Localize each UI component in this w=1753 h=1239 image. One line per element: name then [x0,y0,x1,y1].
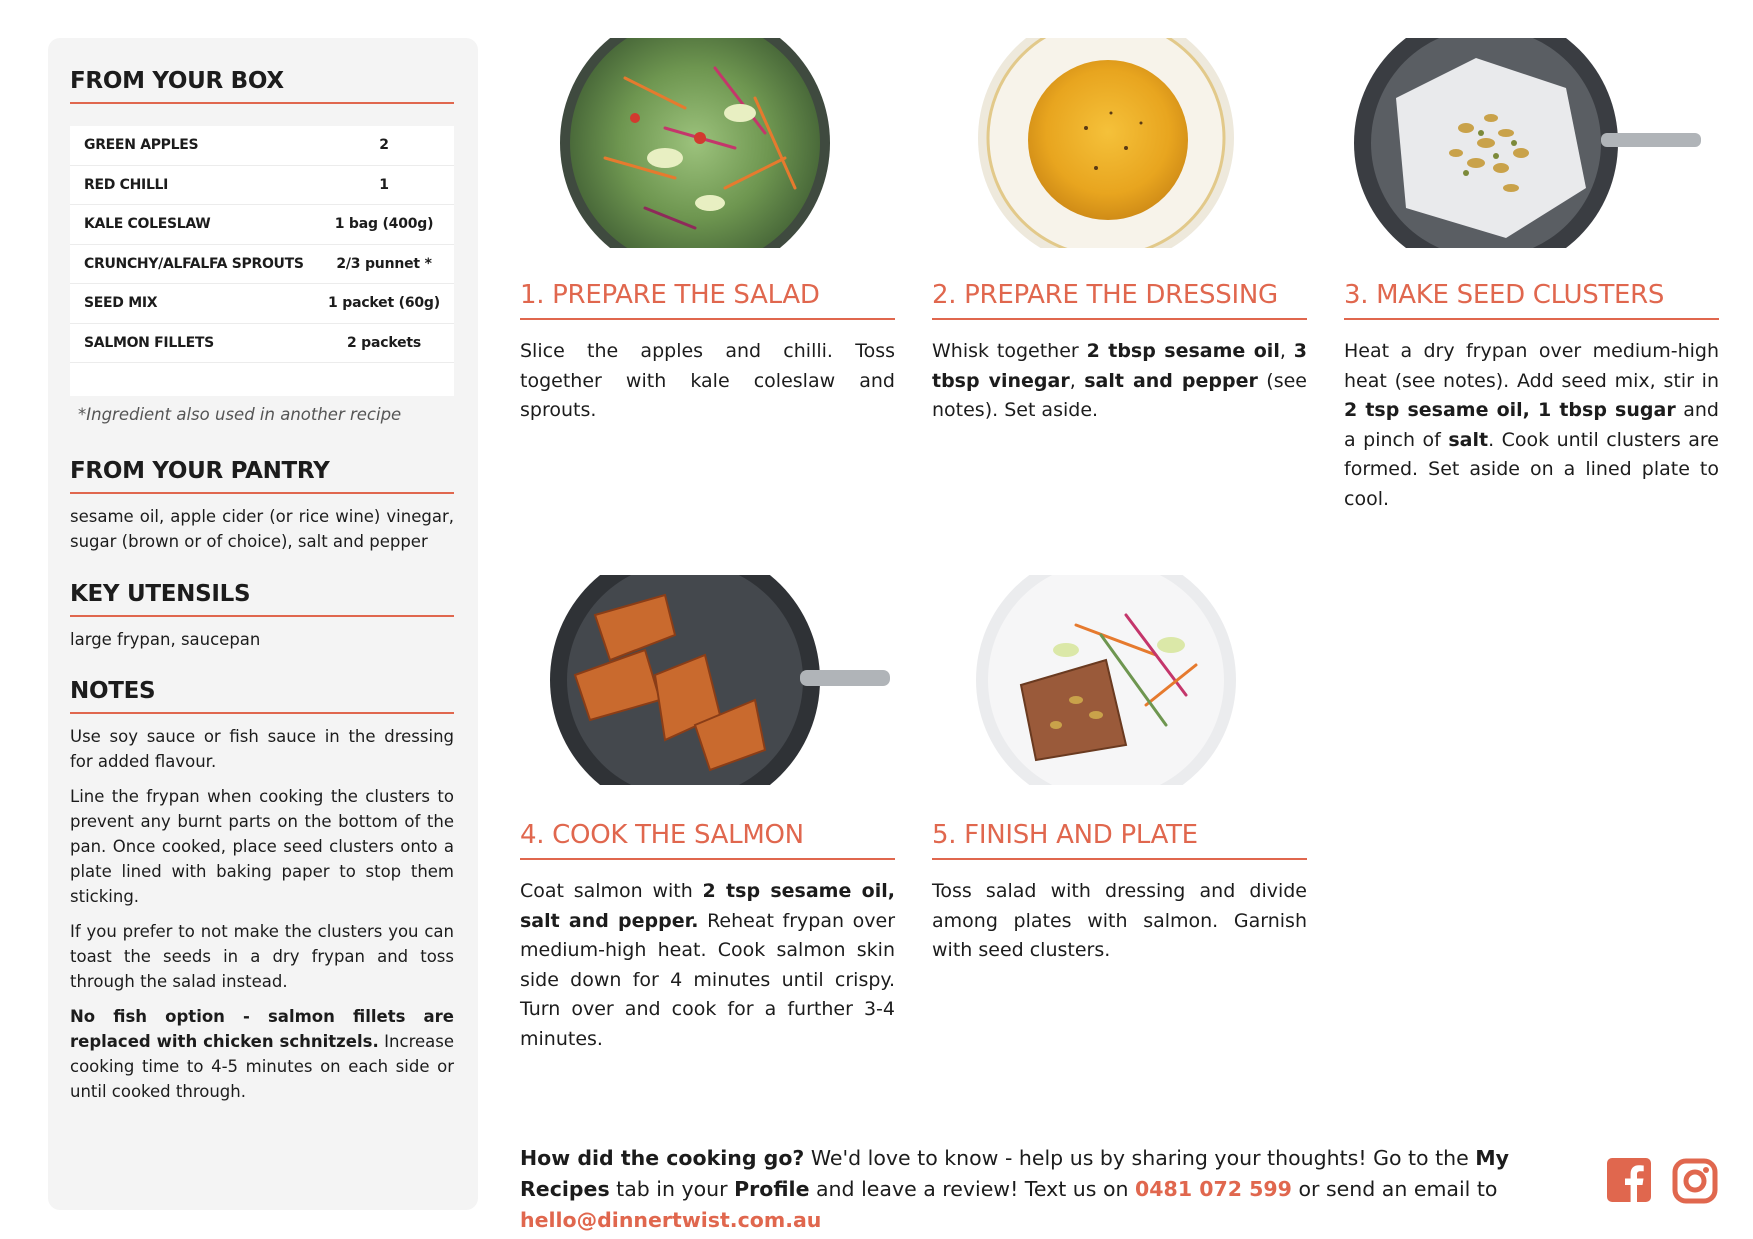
ingredients-table [70,126,454,396]
ingredient-name: CRUNCHY/ALFALFA SPROUTS [84,255,304,272]
pantry-text: sesame oil, apple cider (or rice wine) vinegar, sugar (brown or of choice), salt and pepper [70,507,454,551]
ingredient-qty: 2 [379,137,389,154]
ingredient-name: RED CHILLI [84,176,169,193]
facebook-icon[interactable] [1607,1158,1651,1202]
ingredient-qty: 2 packets [346,334,422,351]
feedback-part: or send an email to [1291,1177,1498,1201]
step-3-title: 3. MAKE SEED CLUSTERS [1344,280,1719,320]
ingredient-row [70,284,454,324]
step-5-title: 5. FINISH AND PLATE [932,820,1307,860]
step-1-text [520,337,895,426]
note-paragraph: Use soy sauce or fish sauce in the dressing for added flavour. [70,727,454,771]
step-2-title: 2. PREPARE THE DRESSING [932,280,1307,320]
step-text-part: Slice the apples and chilli. Toss together with kale coleslaw and sprouts. [520,340,895,421]
step-5-image [926,575,1301,785]
ingredient-row [70,245,454,285]
step-text-part: (see notes). Set aside. [932,369,1307,421]
ingredient-qty: 1 [379,176,389,193]
note-rest: Increase cooking time to 4-5 minutes on each side or until cooked through. [70,1032,454,1101]
step-1-image [515,38,890,248]
step-text-part: , [1069,369,1085,392]
ingredient-row [70,166,454,206]
key-utensils-title: KEY UTENSILS [70,581,454,617]
sidebar [48,38,478,1210]
ingredient-row [70,324,454,364]
step-2-image [926,38,1301,248]
note-paragraph: If you prefer to not make the clusters you can toast the seeds in a dry frypan and toss through the salad instead. [70,922,454,991]
feedback-part: We'd love to know - help us by sharing your thoughts! Go to the [804,1146,1476,1170]
step-text-part: Toss salad with dressing and divide among plates with salmon. Garnish with seed clusters. [932,880,1307,961]
feedback-text [520,1143,1600,1236]
ingredient-qty: 1 packet (60g) [328,295,440,312]
feedback-part: tab in your [609,1177,735,1201]
notes-title: NOTES [70,678,454,714]
ingredient-name: SALMON FILLETS [84,334,214,351]
note-bold: No fish option - salmon fillets are replaced with chicken schnitzels. [70,1007,454,1051]
utensils-text: large frypan, saucepan [70,630,261,649]
step-4-text [520,877,895,1054]
step-text-part: , [1279,340,1294,362]
phone-link[interactable]: 0481 072 599 [1135,1177,1292,1201]
ingredient-name: GREEN APPLES [84,137,199,154]
step-text-bold: 2 tsp sesame oil, salt and pepper. [520,880,895,932]
box-footnote: *Ingredient also used in another recipe [78,405,402,424]
step-text-bold: 2 tbsp sesame oil [1086,340,1280,362]
email-link[interactable]: hello@dinnertwist.com.au [520,1208,822,1232]
ingredient-name: SEED MIX [84,295,158,312]
step-2-text [932,337,1307,426]
step-4-title: 4. COOK THE SALMON [520,820,895,860]
step-text-bold: salt [1448,428,1489,451]
step-3-text [1344,337,1719,514]
from-your-pantry-title: FROM YOUR PANTRY [70,458,454,494]
ingredient-name: KALE COLESLAW [84,216,211,233]
step-text-part: and a pinch of [1344,399,1719,451]
step-3-image [1336,38,1711,248]
step-1-title: 1. PREPARE THE SALAD [520,280,895,320]
instagram-icon[interactable] [1672,1158,1718,1204]
note-paragraph [70,1004,454,1104]
my-recipes-label: My Recipes [520,1146,1510,1201]
feedback-question: How did the cooking go? [520,1146,805,1170]
feedback-part: and leave a review! Text us on [809,1177,1136,1201]
from-your-box-title: FROM YOUR BOX [70,68,454,104]
note-paragraph: Line the frypan when cooking the clusters to prevent any burnt parts on the bottom of the pan. Once cooked, place seed clusters onto a plate lined with baking paper to stop them sticking. [70,787,454,906]
ingredient-qty: 2/3 punnet * [336,255,432,272]
step-text-bold: 2 tsp sesame oil, 1 tbsp sugar [1344,399,1676,421]
step-text-bold: 3 tbsp vinegar [932,340,1307,392]
step-text-part: Whisk together [932,340,1087,362]
ingredient-row [70,126,454,166]
step-text-part: Coat salmon with [520,880,703,902]
profile-label: Profile [734,1177,810,1201]
step-text-part: Heat a dry frypan over medium-high heat (see notes). Add seed mix, stir in [1344,340,1719,392]
step-4-image [515,575,890,785]
notes-body [70,724,454,1114]
step-text-part: Reheat frypan over medium-high heat. Cook salmon skin side down for 4 minutes until crispy. Turn over and cook for a further 3-4 minutes. [520,909,896,1050]
ingredient-qty: 1 bag (400g) [334,216,434,233]
ingredient-row [70,205,454,245]
step-5-text [932,877,1307,966]
step-text-part: . Cook until clusters are formed. Set aside on a lined plate to cool. [1344,428,1719,510]
step-text-bold: salt and pepper [1084,369,1258,392]
